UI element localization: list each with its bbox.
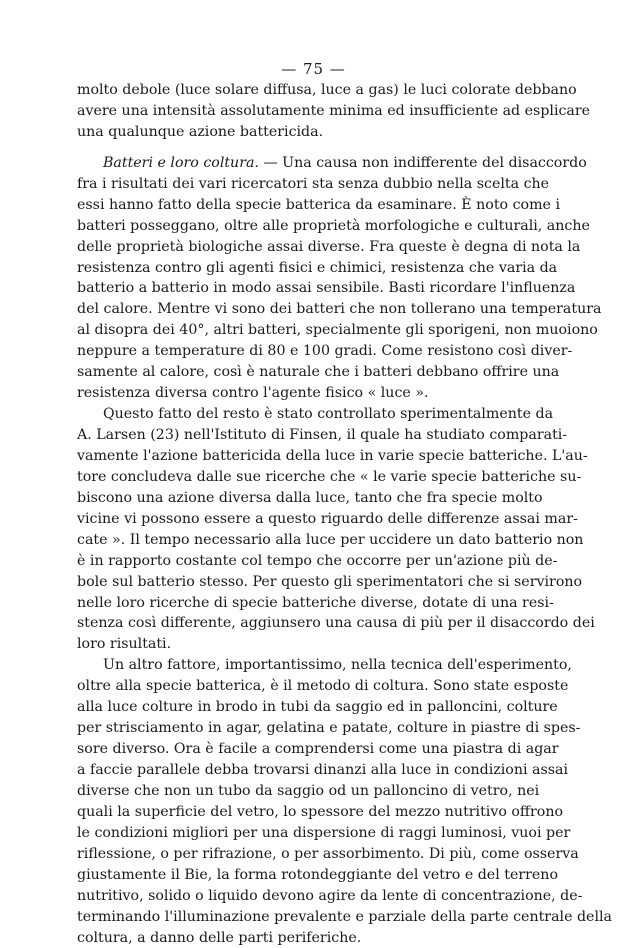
text-line: quali la superficie del vetro, lo spessore del mezzo nutritivo offrono (77, 802, 537, 823)
text-line: fra i risultati dei vari ricercatori sta senza dubbio nella scelta che (77, 174, 537, 195)
text-line: Un altro fattore, importantissimo, nella tecnica dell'esperimento, (77, 655, 537, 676)
text-line: bole sul batterio stesso. Per questo gli sperimentatori che si servirono (77, 572, 537, 593)
text-line: le condizioni migliori per una dispersione di raggi luminosi, vuoi per (77, 823, 537, 844)
text-line: resistenza contro gli agenti fisici e chimici, resistenza che varia da (77, 258, 537, 279)
text-line: una qualunque azione battericida. (77, 122, 537, 143)
text-line: nelle loro ricerche di specie batteriche diverse, dotate di una resi- (77, 593, 537, 614)
text-line: stenza così differente, aggiunsero una causa di più per il disaccordo dei (77, 613, 537, 634)
text-line: loro risultati. (77, 634, 537, 655)
text-line: vamente l'azione battericida della luce in varie specie batteriche. L'au- (77, 446, 537, 467)
body-text (77, 80, 537, 948)
text-line: nutritivo, solido o liquido devono agire da lente di concentrazione, de- (77, 886, 537, 907)
text-line: resistenza diversa contro l'agente fisico « luce ». (77, 383, 537, 404)
section-heading: Batteri e loro coltura. (103, 155, 259, 171)
text-line: alla luce colture in brodo in tubi da saggio ed in palloncini, colture (77, 697, 537, 718)
text-line (77, 153, 537, 174)
text-line: per strisciamento in agar, gelatina e patate, colture in piastre di spes- (77, 718, 537, 739)
text-line: vicine vi possono essere a questo riguardo delle differenze assai mar- (77, 509, 537, 530)
text-line: giustamente il Bie, la forma rotondeggiante del vetro e del terreno (77, 865, 537, 886)
text-line: batteri posseggano, oltre alle proprietà morfologiche e culturali, anche (77, 216, 537, 237)
text-line: batterio a batterio in modo assai sensibile. Basti ricordare l'influenza (77, 278, 537, 299)
text-line: delle proprietà biologiche assai diverse. Fra queste è degna di nota la (77, 237, 537, 258)
text-line: al disopra dei 40°, altri batteri, specialmente gli sporigeni, non muoiono (77, 320, 537, 341)
text-line: diverse che non un tubo da saggio od un palloncino di vetro, nei (77, 781, 537, 802)
text-line: coltura, a danno delle parti periferiche. (77, 928, 537, 948)
text-line: a faccie parallele debba trovarsi dinanzi alla luce in condizioni assai (77, 760, 537, 781)
text-line: molto debole (luce solare diffusa, luce a gas) le luci colorate debbano (77, 80, 537, 101)
text-line: cate ». Il tempo necessario alla luce per uccidere un dato batterio non (77, 530, 537, 551)
page-number: — 75 — (0, 60, 627, 78)
text-line: terminando l'illuminazione prevalente e parziale della parte centrale della (77, 907, 537, 928)
paragraph-gap (77, 143, 537, 153)
text-line: riflessione, o per rifrazione, o per assorbimento. Di più, come osserva (77, 844, 537, 865)
text-line: è in rapporto costante col tempo che occorre per un'azione più de- (77, 551, 537, 572)
text-line: biscono una azione diversa dalla luce, tanto che fra specie molto (77, 488, 537, 509)
text-line: sore diverso. Ora è facile a comprendersi come una piastra di agar (77, 739, 537, 760)
text-line: samente al calore, così è naturale che i batteri debbano offrire una (77, 362, 537, 383)
text-line: neppure a temperature di 80 e 100 gradi. Come resistono così diver- (77, 341, 537, 362)
text-line: del calore. Mentre vi sono dei batteri che non tollerano una temperatura (77, 299, 537, 320)
text-line: avere una intensità assolutamente minima ed insufficiente ad esplicare (77, 101, 537, 122)
text-line: Questo fatto del resto è stato controllato sperimentalmente da (77, 404, 537, 425)
text-line-rest: — Una causa non indifferente del disaccordo (259, 155, 587, 171)
text-line: essi hanno fatto della specie batterica da esaminare. È noto come i (77, 195, 537, 216)
text-line: A. Larsen (23) nell'Istituto di Finsen, il quale ha studiato comparati- (77, 425, 537, 446)
text-line: tore concludeva dalle sue ricerche che « le varie specie batteriche su- (77, 467, 537, 488)
text-line: oltre alla specie batterica, è il metodo di coltura. Sono state esposte (77, 676, 537, 697)
